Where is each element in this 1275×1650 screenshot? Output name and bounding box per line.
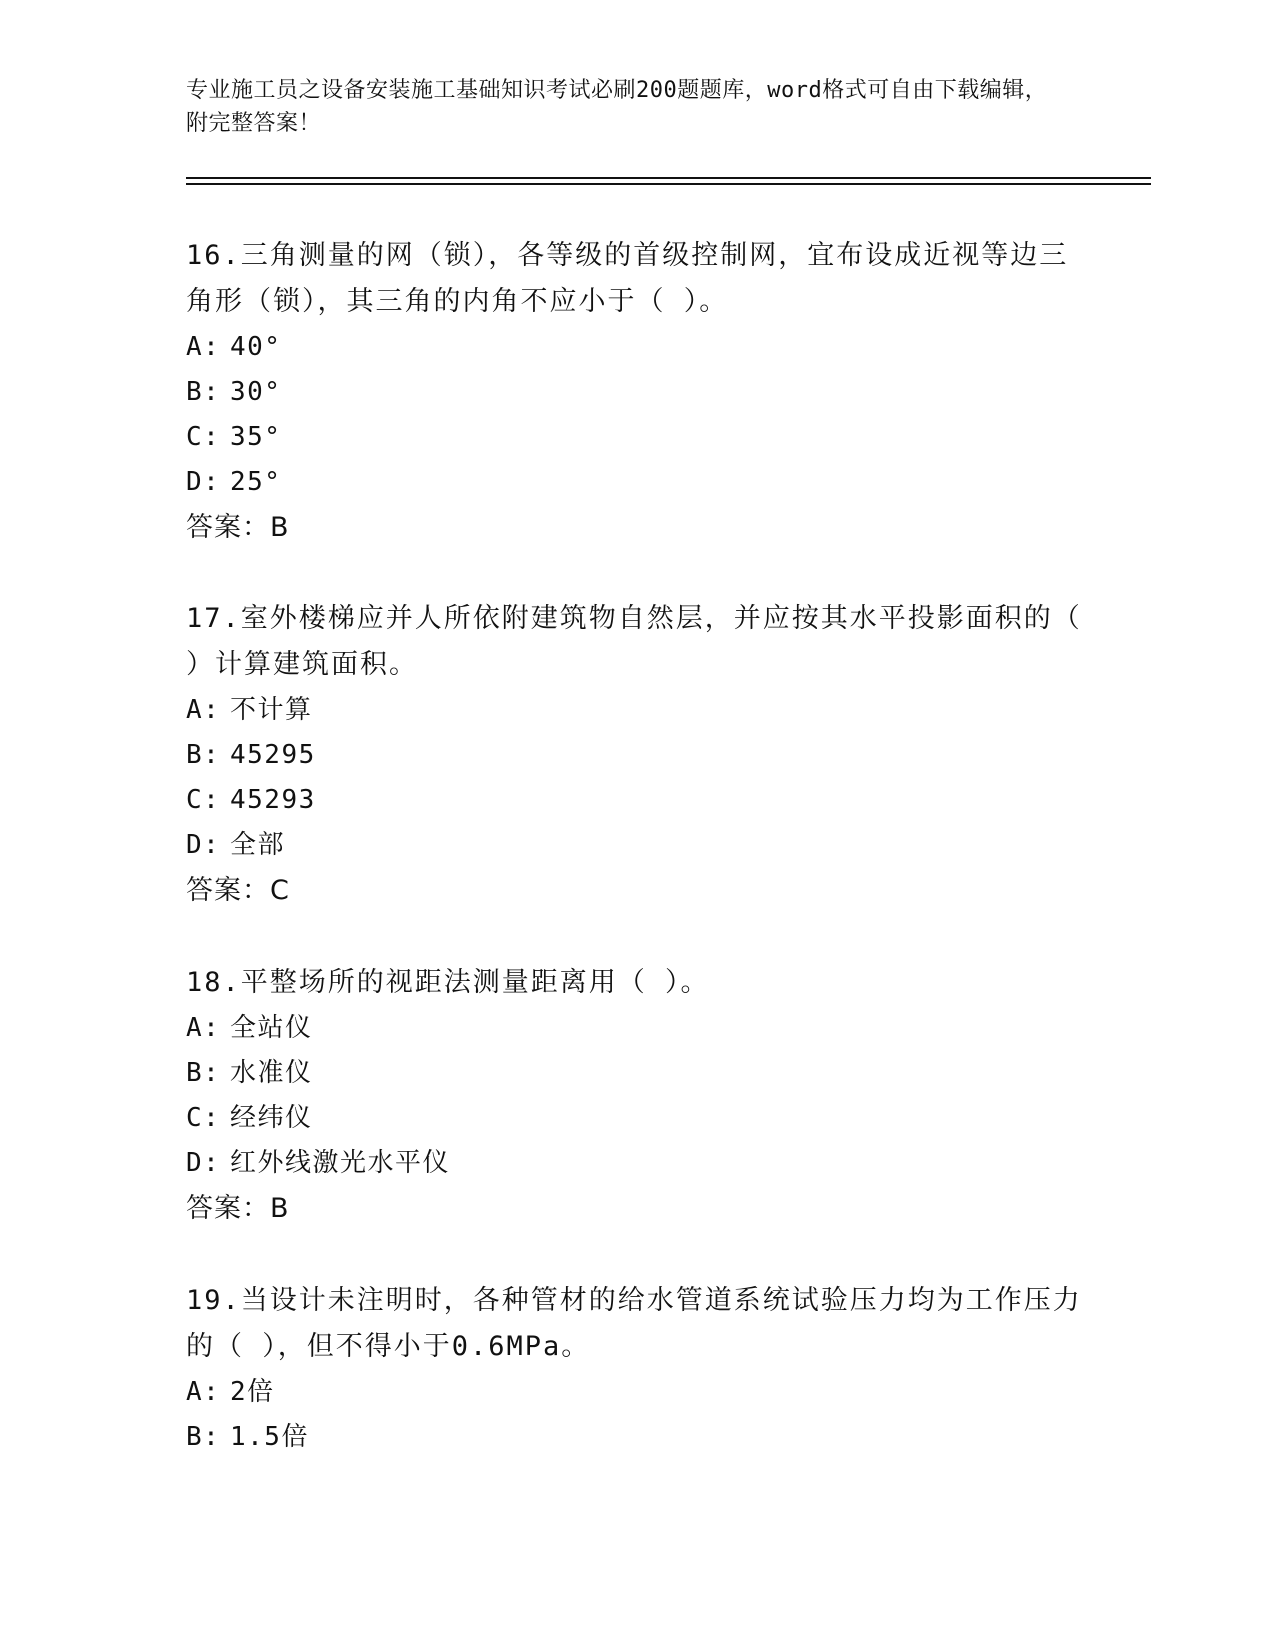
option-b <box>186 1415 1086 1460</box>
option-c <box>186 415 1086 460</box>
option-b <box>186 733 1086 778</box>
option-text: 45293 <box>230 785 316 815</box>
answer-line: 答案：C <box>186 875 290 906</box>
question-stem: 17.室外楼梯应并人所依附建筑物自然层，并应按其水平投影面积的（ ）计算建筑面积。 <box>186 603 1082 680</box>
option-label: A: <box>186 695 221 725</box>
option-label: D: <box>186 1148 221 1178</box>
question-stem: 16.三角测量的网（锁），各等级的首级控制网，宜布设成近视等边三角形（锁），其三角的内角不应小于（ ）。 <box>186 240 1069 317</box>
option-text: 40° <box>230 332 282 362</box>
option-label: B: <box>186 740 221 770</box>
option-label: C: <box>186 785 221 815</box>
option-label: C: <box>186 422 221 452</box>
header-rule-top <box>186 177 1151 179</box>
option-label: B: <box>186 1058 221 1088</box>
option-text: 1.5倍 <box>230 1422 309 1452</box>
answer-line: 答案：B <box>186 1193 290 1224</box>
option-a <box>186 688 1086 733</box>
option-b <box>186 1051 1086 1096</box>
option-text: 全部 <box>230 830 286 860</box>
option-a <box>186 325 1086 370</box>
option-text: 45295 <box>230 740 316 770</box>
option-text: 35° <box>230 422 282 452</box>
option-d <box>186 460 1086 505</box>
question-stem: 19.当设计未注明时，各种管材的给水管道系统试验压力均为工作压力的（ ），但不得小于0.6MPa。 <box>186 1285 1082 1362</box>
question-18 <box>186 960 1086 1232</box>
option-label: C: <box>186 1103 221 1133</box>
option-c <box>186 778 1086 823</box>
question-17 <box>186 596 1086 914</box>
option-a <box>186 1006 1086 1051</box>
question-stem: 18.平整场所的视距法测量距离用（ ）。 <box>186 967 710 998</box>
option-b <box>186 370 1086 415</box>
option-text: 水准仪 <box>230 1058 313 1088</box>
option-label: A: <box>186 332 221 362</box>
option-text: 经纬仪 <box>230 1103 313 1133</box>
option-a <box>186 1370 1086 1415</box>
header-rule-bottom <box>186 183 1151 185</box>
option-label: D: <box>186 830 221 860</box>
answer-line: 答案：B <box>186 512 290 543</box>
option-text: 红外线激光水平仪 <box>230 1148 451 1178</box>
option-label: A: <box>186 1377 221 1407</box>
option-text: 30° <box>230 377 282 407</box>
option-label: A: <box>186 1013 221 1043</box>
question-16 <box>186 233 1086 551</box>
question-19 <box>186 1278 1086 1460</box>
option-label: B: <box>186 1422 221 1452</box>
option-text: 不计算 <box>230 695 313 725</box>
document-header <box>186 74 1066 140</box>
option-text: 25° <box>230 467 282 497</box>
option-text: 全站仪 <box>230 1013 313 1043</box>
option-label: B: <box>186 377 221 407</box>
option-text: 2倍 <box>230 1377 275 1407</box>
option-c <box>186 1096 1086 1141</box>
header-title: 专业施工员之设备安装施工基础知识考试必刷200题题库，word格式可自由下载编辑，附完整答案！ <box>186 78 1048 136</box>
option-label: D: <box>186 467 221 497</box>
option-d <box>186 1141 1086 1186</box>
option-d <box>186 823 1086 868</box>
